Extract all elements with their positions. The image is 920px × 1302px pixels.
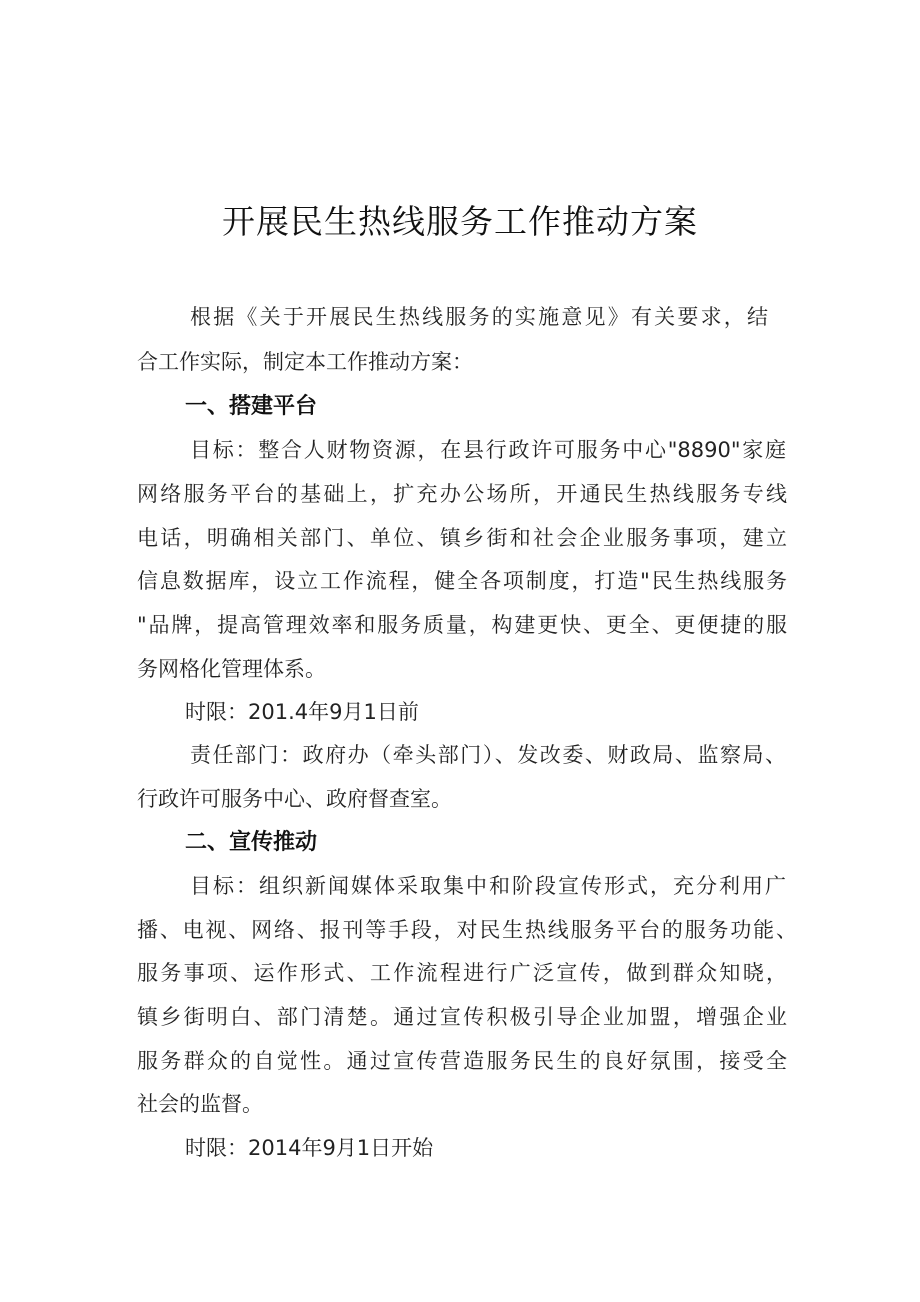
paragraph-line: 电话，明确相关部门、单位、镇乡街和社会企业服务事项，建立 <box>137 526 787 550</box>
paragraph-line: 服务事项、运作形式、工作流程进行广泛宣传，做到群众知晓， <box>137 961 787 985</box>
paragraph-line: 信息数据库，设立工作流程，健全各项制度，打造"民生热线服务 <box>137 569 787 593</box>
section-heading: 二、宣传推动 <box>185 830 318 855</box>
section-heading: 一、搭建平台 <box>185 394 318 419</box>
paragraph-line: 目标：整合人财物资源，在县行政许可服务中心"8890"家庭 <box>190 438 786 462</box>
document-title: 开展民生热线服务工作推动方案 <box>222 202 698 241</box>
paragraph-line: 务网格化管理体系。 <box>137 657 326 681</box>
paragraph-line: 播、电视、网络、报刊等手段，对民生热线服务平台的服务功能、 <box>137 918 797 942</box>
responsible-line: 行政许可服务中心、政府督查室。 <box>137 787 452 811</box>
paragraph-line: 网络服务平台的基础上，扩充办公场所，开通民生热线服务专线 <box>137 482 787 506</box>
paragraph-line: 社会的监督。 <box>137 1092 263 1116</box>
paragraph-line: "品牌，提高管理效率和服务质量，构建更快、更全、更便捷的服 <box>137 613 787 637</box>
responsible-line: 责任部门：政府办（牵头部门）、发改委、财政局、监察局、 <box>190 743 786 767</box>
intro-line: 合工作实际，制定本工作推动方案： <box>137 350 473 374</box>
paragraph-line: 镇乡街明白、部门清楚。通过宣传积极引导企业加盟，增强企业 <box>137 1005 787 1029</box>
deadline-text: 时限：2014年9月1日开始 <box>185 1136 434 1160</box>
paragraph-line: 服务群众的自觉性。通过宣传营造服务民生的良好氛围，接受全 <box>137 1049 787 1073</box>
deadline-text: 时限：201.4年9月1日前 <box>185 700 419 724</box>
intro-line: 根据《关于开展民生热线服务的实施意见》有关要求，结 <box>190 305 768 329</box>
paragraph-line: 目标：组织新闻媒体采取集中和阶段宣传形式，充分利用广 <box>190 874 786 898</box>
